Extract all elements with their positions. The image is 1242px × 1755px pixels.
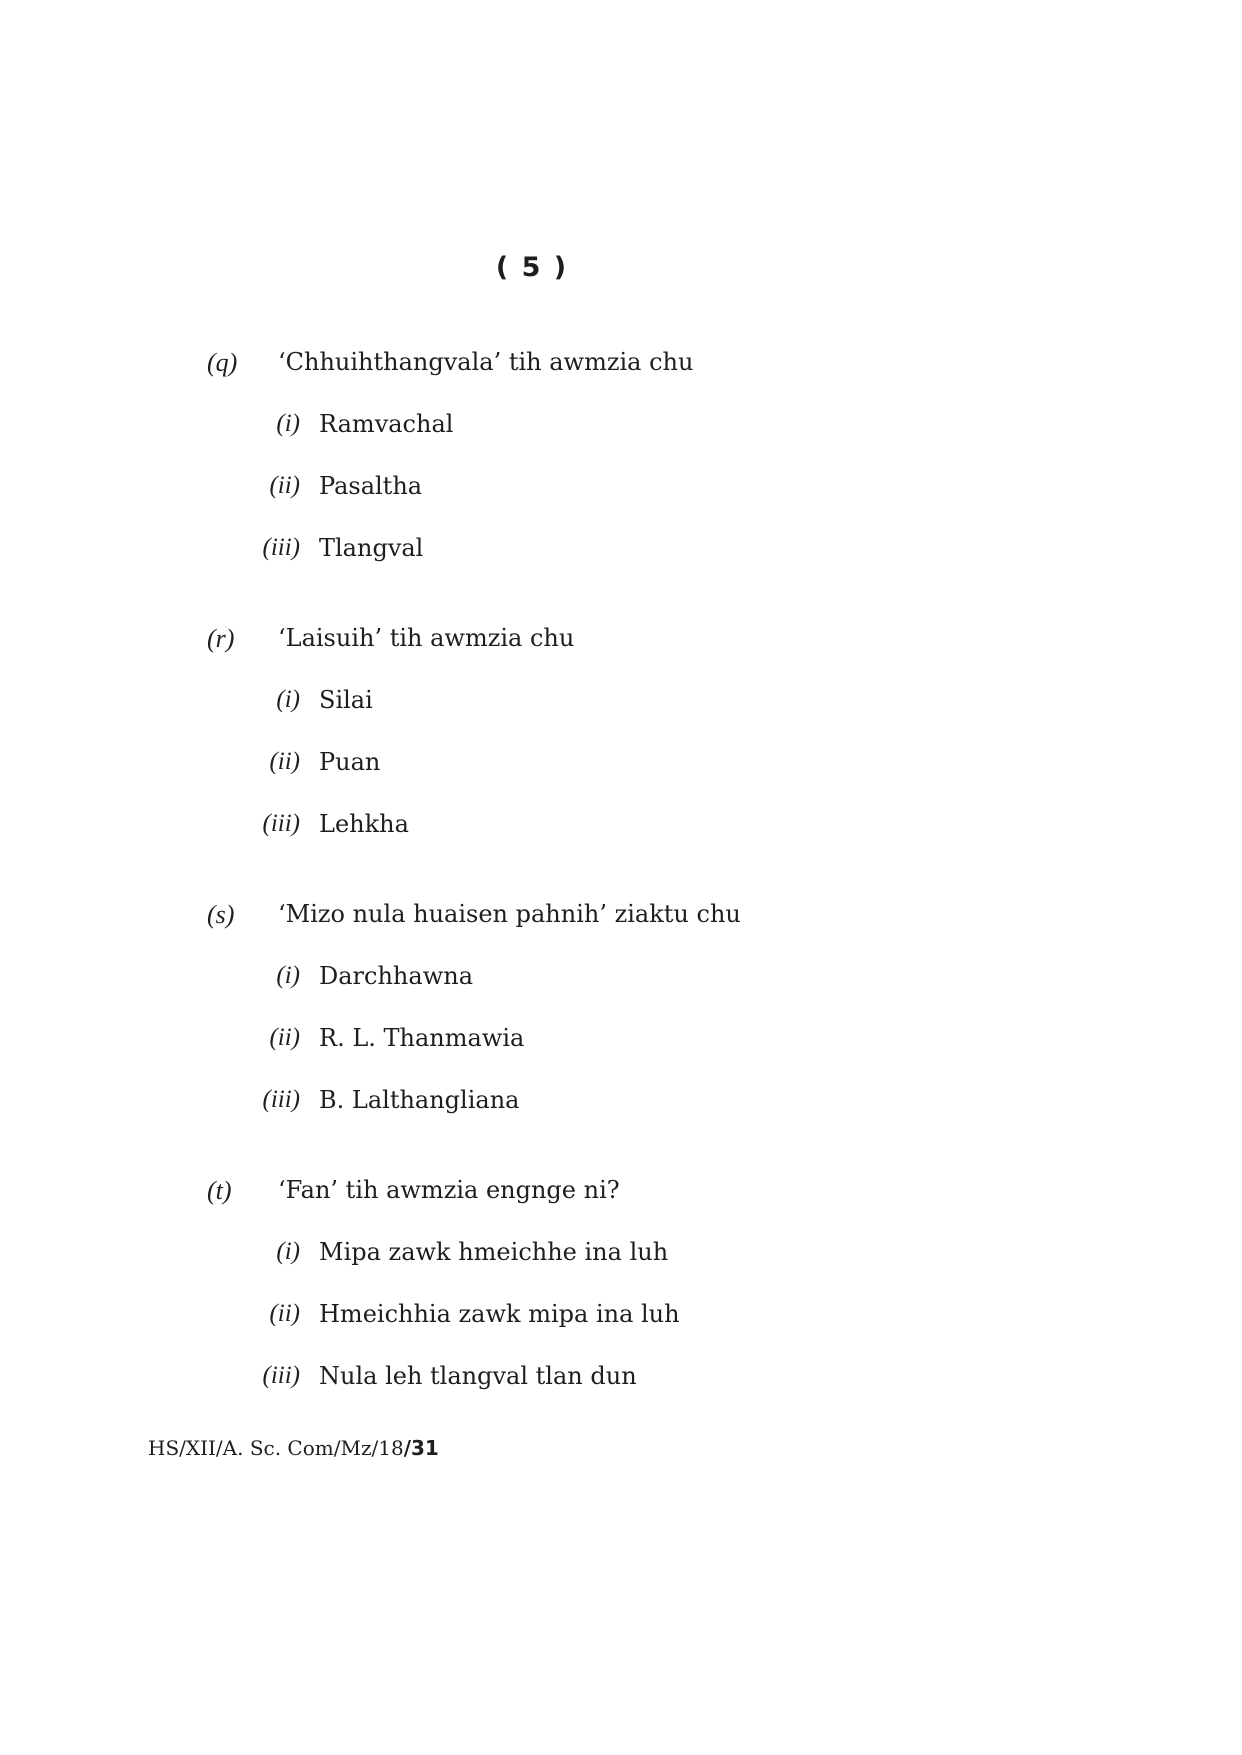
option-text: Silai bbox=[319, 686, 373, 714]
option-label: (i) bbox=[276, 962, 300, 989]
option-text: Mipa zawk hmeichhe ina luh bbox=[319, 1238, 669, 1266]
option-text: Ramvachal bbox=[319, 410, 454, 438]
option-text: Hmeichhia zawk mipa ina luh bbox=[319, 1300, 680, 1328]
option-label: (iii) bbox=[262, 810, 300, 837]
option-label: (iii) bbox=[262, 534, 300, 561]
question-label: (t) bbox=[207, 1176, 232, 1205]
option-text: B. Lalthangliana bbox=[319, 1086, 520, 1114]
option-label: (iii) bbox=[262, 1362, 300, 1389]
option-label: (ii) bbox=[269, 1300, 300, 1327]
question-text: ‘Laisuih’ tih awmzia chu bbox=[278, 624, 575, 652]
footer-code-text: HS/XII/A. Sc. Com/Mz/18 bbox=[148, 1436, 404, 1460]
option-label: (ii) bbox=[269, 1024, 300, 1051]
option-label: (i) bbox=[276, 686, 300, 713]
option-label: (ii) bbox=[269, 748, 300, 775]
option-label: (i) bbox=[276, 410, 300, 437]
option-label: (i) bbox=[276, 1238, 300, 1265]
option-text: R. L. Thanmawia bbox=[319, 1024, 525, 1052]
option-text: Lehkha bbox=[319, 810, 409, 838]
option-text: Nula leh tlangval tlan dun bbox=[319, 1362, 637, 1390]
question-text: ‘Mizo nula huaisen pahnih’ ziaktu chu bbox=[278, 900, 741, 928]
question-label: (q) bbox=[207, 348, 238, 377]
option-label: (ii) bbox=[269, 472, 300, 499]
option-label: (iii) bbox=[262, 1086, 300, 1113]
footer-code-suffix: /31 bbox=[403, 1436, 439, 1460]
question-text: ‘Fan’ tih awmzia engnge ni? bbox=[278, 1176, 620, 1204]
option-text: Pasaltha bbox=[319, 472, 423, 500]
question-label: (r) bbox=[207, 624, 235, 653]
question-label: (s) bbox=[207, 900, 235, 929]
option-text: Tlangval bbox=[319, 534, 424, 562]
question-text: ‘Chhuihthangvala’ tih awmzia chu bbox=[278, 348, 694, 376]
footer-code bbox=[148, 1436, 439, 1460]
page-number: ( 5 ) bbox=[495, 252, 569, 283]
option-text: Darchhawna bbox=[319, 962, 473, 990]
option-text: Puan bbox=[319, 748, 381, 776]
